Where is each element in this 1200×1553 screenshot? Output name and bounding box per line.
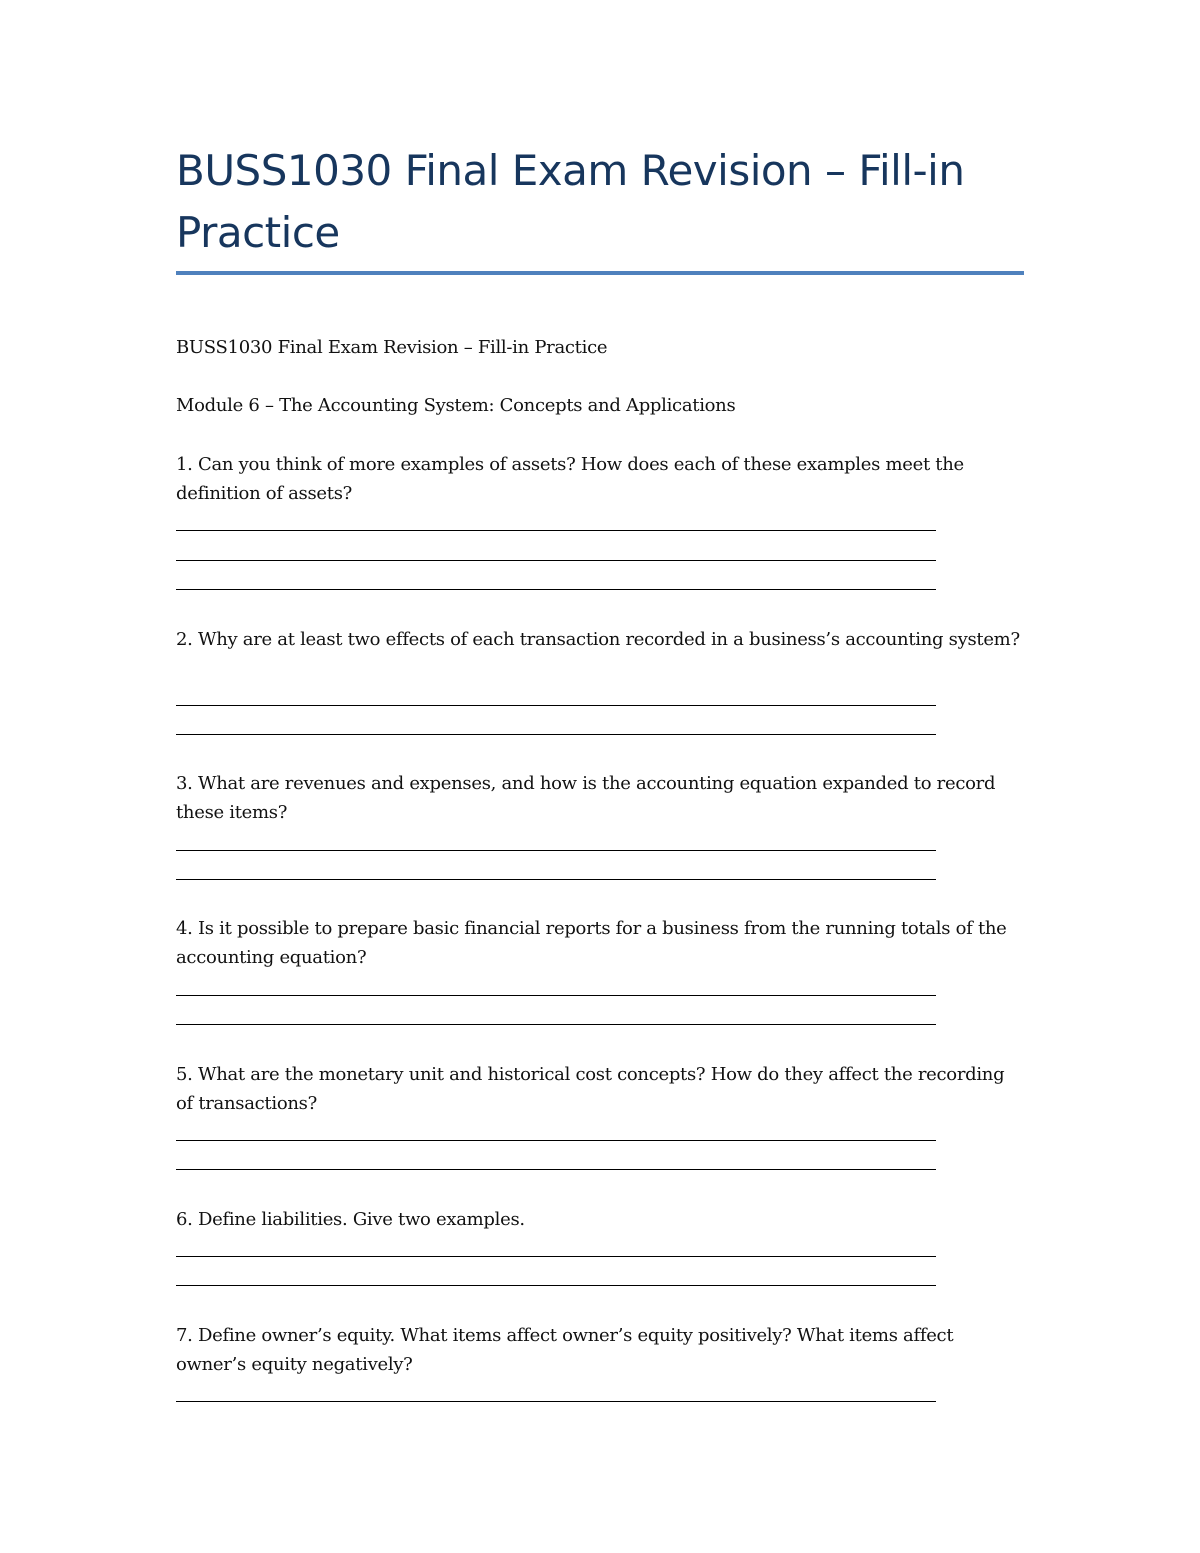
- question-1: 1. Can you think of more examples of assets? How does each of these examples meet the definition of assets?: [176, 454, 964, 504]
- question-3: 3. What are revenues and expenses, and how is the accounting equation expanded to record these items?: [176, 773, 996, 823]
- question-5: 5. What are the monetary unit and historical cost concepts? How do they affect the recording of transactions?: [176, 1064, 1005, 1114]
- question-2: 2. Why are at least two effects of each transaction recorded in a business’s accounting system?: [176, 629, 1020, 650]
- answer-line[interactable]: [176, 995, 936, 996]
- answer-line[interactable]: [176, 1024, 936, 1025]
- answer-line[interactable]: [176, 1169, 936, 1170]
- answer-line[interactable]: [176, 530, 936, 531]
- answer-line[interactable]: [176, 705, 936, 706]
- answer-line[interactable]: [176, 734, 936, 735]
- answer-line[interactable]: [176, 1256, 936, 1257]
- answer-line[interactable]: [176, 879, 936, 880]
- question-6: 6. Define liabilities. Give two examples.: [176, 1209, 525, 1230]
- title-underline-rule: [176, 271, 1024, 275]
- answer-line[interactable]: [176, 589, 936, 590]
- question-7: 7. Define owner’s equity. What items affect owner’s equity positively? What items affect owner’s equity negatively?: [176, 1325, 954, 1375]
- answer-line[interactable]: [176, 1285, 936, 1286]
- document-title: BUSS1030 Final Exam Revision – Fill-in Practice: [176, 146, 965, 257]
- answer-line[interactable]: [176, 1140, 936, 1141]
- answer-line[interactable]: [176, 850, 936, 851]
- answer-line[interactable]: [176, 1401, 936, 1402]
- document-subtitle: BUSS1030 Final Exam Revision – Fill-in Practice: [176, 337, 608, 358]
- answer-line[interactable]: [176, 560, 936, 561]
- question-4: 4. Is it possible to prepare basic financial reports for a business from the running totals of the accounting equation?: [176, 918, 1007, 968]
- module-heading: Module 6 – The Accounting System: Concepts and Applications: [176, 395, 736, 416]
